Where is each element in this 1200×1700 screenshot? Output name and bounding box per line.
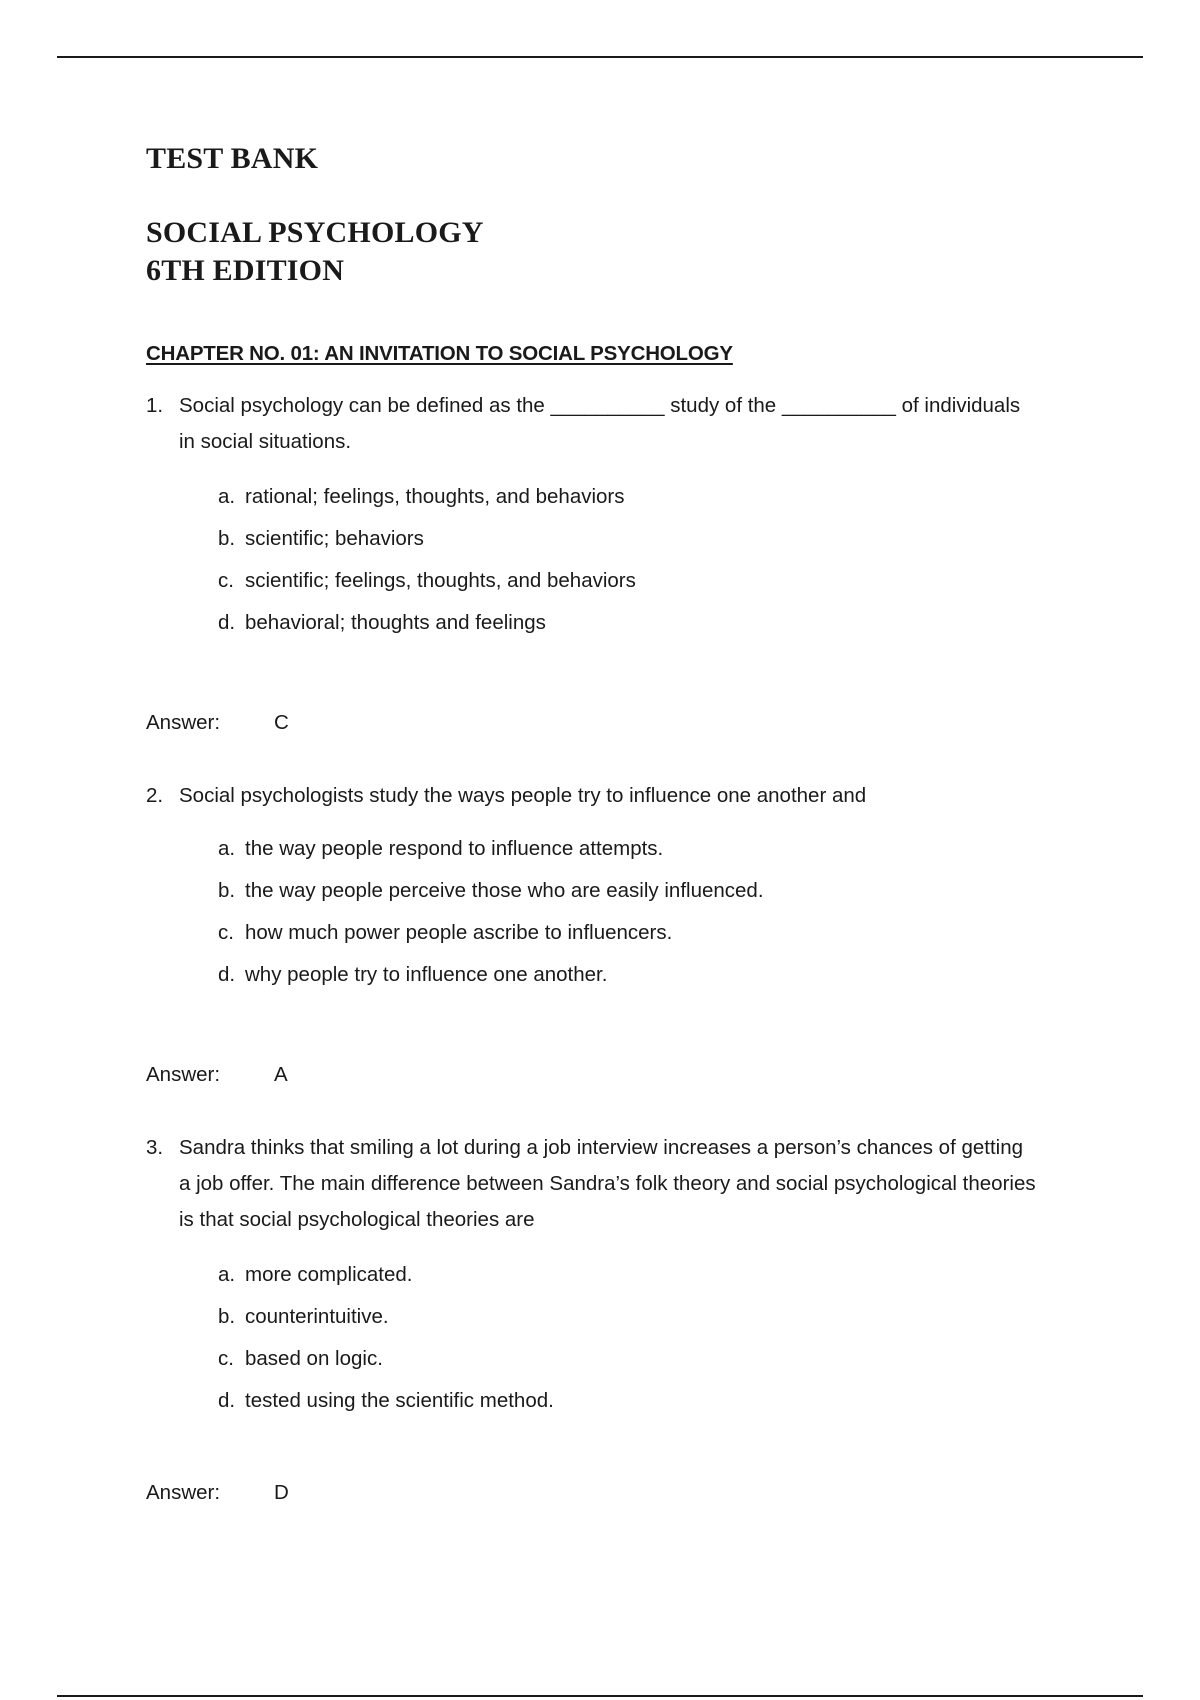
question-text: Sandra thinks that smiling a lot during a job interview increases a person’s chances of getting a job offer. The main difference between Sandra’s folk theory and social psychological theories is that social psychological theories are xyxy=(179,1136,1036,1231)
option-c xyxy=(218,912,1106,954)
option-text: scientific; feelings, thoughts, and behaviors xyxy=(245,569,636,592)
option-c xyxy=(218,1338,1106,1380)
chapter-heading: CHAPTER NO. 01: AN INVITATION TO SOCIAL PSYCHOLOGY xyxy=(146,342,733,365)
option-text: tested using the scientific method. xyxy=(245,1389,554,1412)
answer-label: Answer: xyxy=(146,1481,221,1504)
bottom-rule xyxy=(57,1695,1143,1697)
option-a xyxy=(218,476,1106,518)
question-2-stem xyxy=(146,778,1106,814)
answer-value: C xyxy=(274,711,289,734)
question-2 xyxy=(146,778,1106,1090)
book-title: SOCIAL PSYCHOLOGY xyxy=(146,216,484,249)
option-text: why people try to influence one another. xyxy=(245,963,608,986)
question-1-answer xyxy=(146,708,1106,738)
option-letter: b. xyxy=(218,527,236,550)
option-text: the way people respond to influence attempts. xyxy=(245,837,664,860)
option-text: the way people perceive those who are easily influenced. xyxy=(245,879,764,902)
question-number: 1. xyxy=(146,394,164,417)
option-text: behavioral; thoughts and feelings xyxy=(245,611,546,634)
option-letter: a. xyxy=(218,1263,236,1286)
top-rule xyxy=(57,56,1143,58)
option-letter: d. xyxy=(218,1389,236,1412)
question-text: Social psychologists study the ways people try to influence one another and xyxy=(179,784,867,807)
question-3-options xyxy=(218,1254,1106,1422)
document-content xyxy=(146,140,1106,1548)
option-a xyxy=(218,828,1106,870)
option-text: how much power people ascribe to influencers. xyxy=(245,921,673,944)
test-bank-title: TEST BANK xyxy=(146,142,319,175)
edition-title: 6TH EDITION xyxy=(146,254,345,287)
option-letter: d. xyxy=(218,963,236,986)
option-text: scientific; behaviors xyxy=(245,527,424,550)
option-letter: a. xyxy=(218,837,236,860)
option-text: based on logic. xyxy=(245,1347,383,1370)
answer-label: Answer: xyxy=(146,1063,221,1086)
option-letter: b. xyxy=(218,879,236,902)
question-1-stem xyxy=(146,388,1106,460)
option-b xyxy=(218,518,1106,560)
option-letter: b. xyxy=(218,1305,236,1328)
option-text: more complicated. xyxy=(245,1263,413,1286)
option-c xyxy=(218,560,1106,602)
question-1-options xyxy=(218,476,1106,644)
option-letter: a. xyxy=(218,485,236,508)
question-number: 3. xyxy=(146,1136,164,1159)
option-letter: c. xyxy=(218,569,234,592)
option-letter: c. xyxy=(218,1347,234,1370)
option-b xyxy=(218,870,1106,912)
option-d xyxy=(218,954,1106,996)
option-letter: d. xyxy=(218,611,236,634)
option-d xyxy=(218,1380,1106,1422)
option-text: counterintuitive. xyxy=(245,1305,389,1328)
question-2-options xyxy=(218,828,1106,996)
answer-label: Answer: xyxy=(146,711,221,734)
question-3-answer xyxy=(146,1478,1106,1508)
option-b xyxy=(218,1296,1106,1338)
question-text: Social psychology can be defined as the __________ study of the __________ of individuals in social situations. xyxy=(179,394,1021,453)
answer-value: D xyxy=(274,1481,289,1504)
option-a xyxy=(218,1254,1106,1296)
question-3 xyxy=(146,1130,1106,1508)
question-2-answer xyxy=(146,1060,1106,1090)
answer-value: A xyxy=(274,1063,288,1086)
option-d xyxy=(218,602,1106,644)
option-letter: c. xyxy=(218,921,234,944)
question-number: 2. xyxy=(146,784,164,807)
question-1 xyxy=(146,388,1106,738)
question-3-stem xyxy=(146,1130,1106,1238)
option-text: rational; feelings, thoughts, and behaviors xyxy=(245,485,625,508)
